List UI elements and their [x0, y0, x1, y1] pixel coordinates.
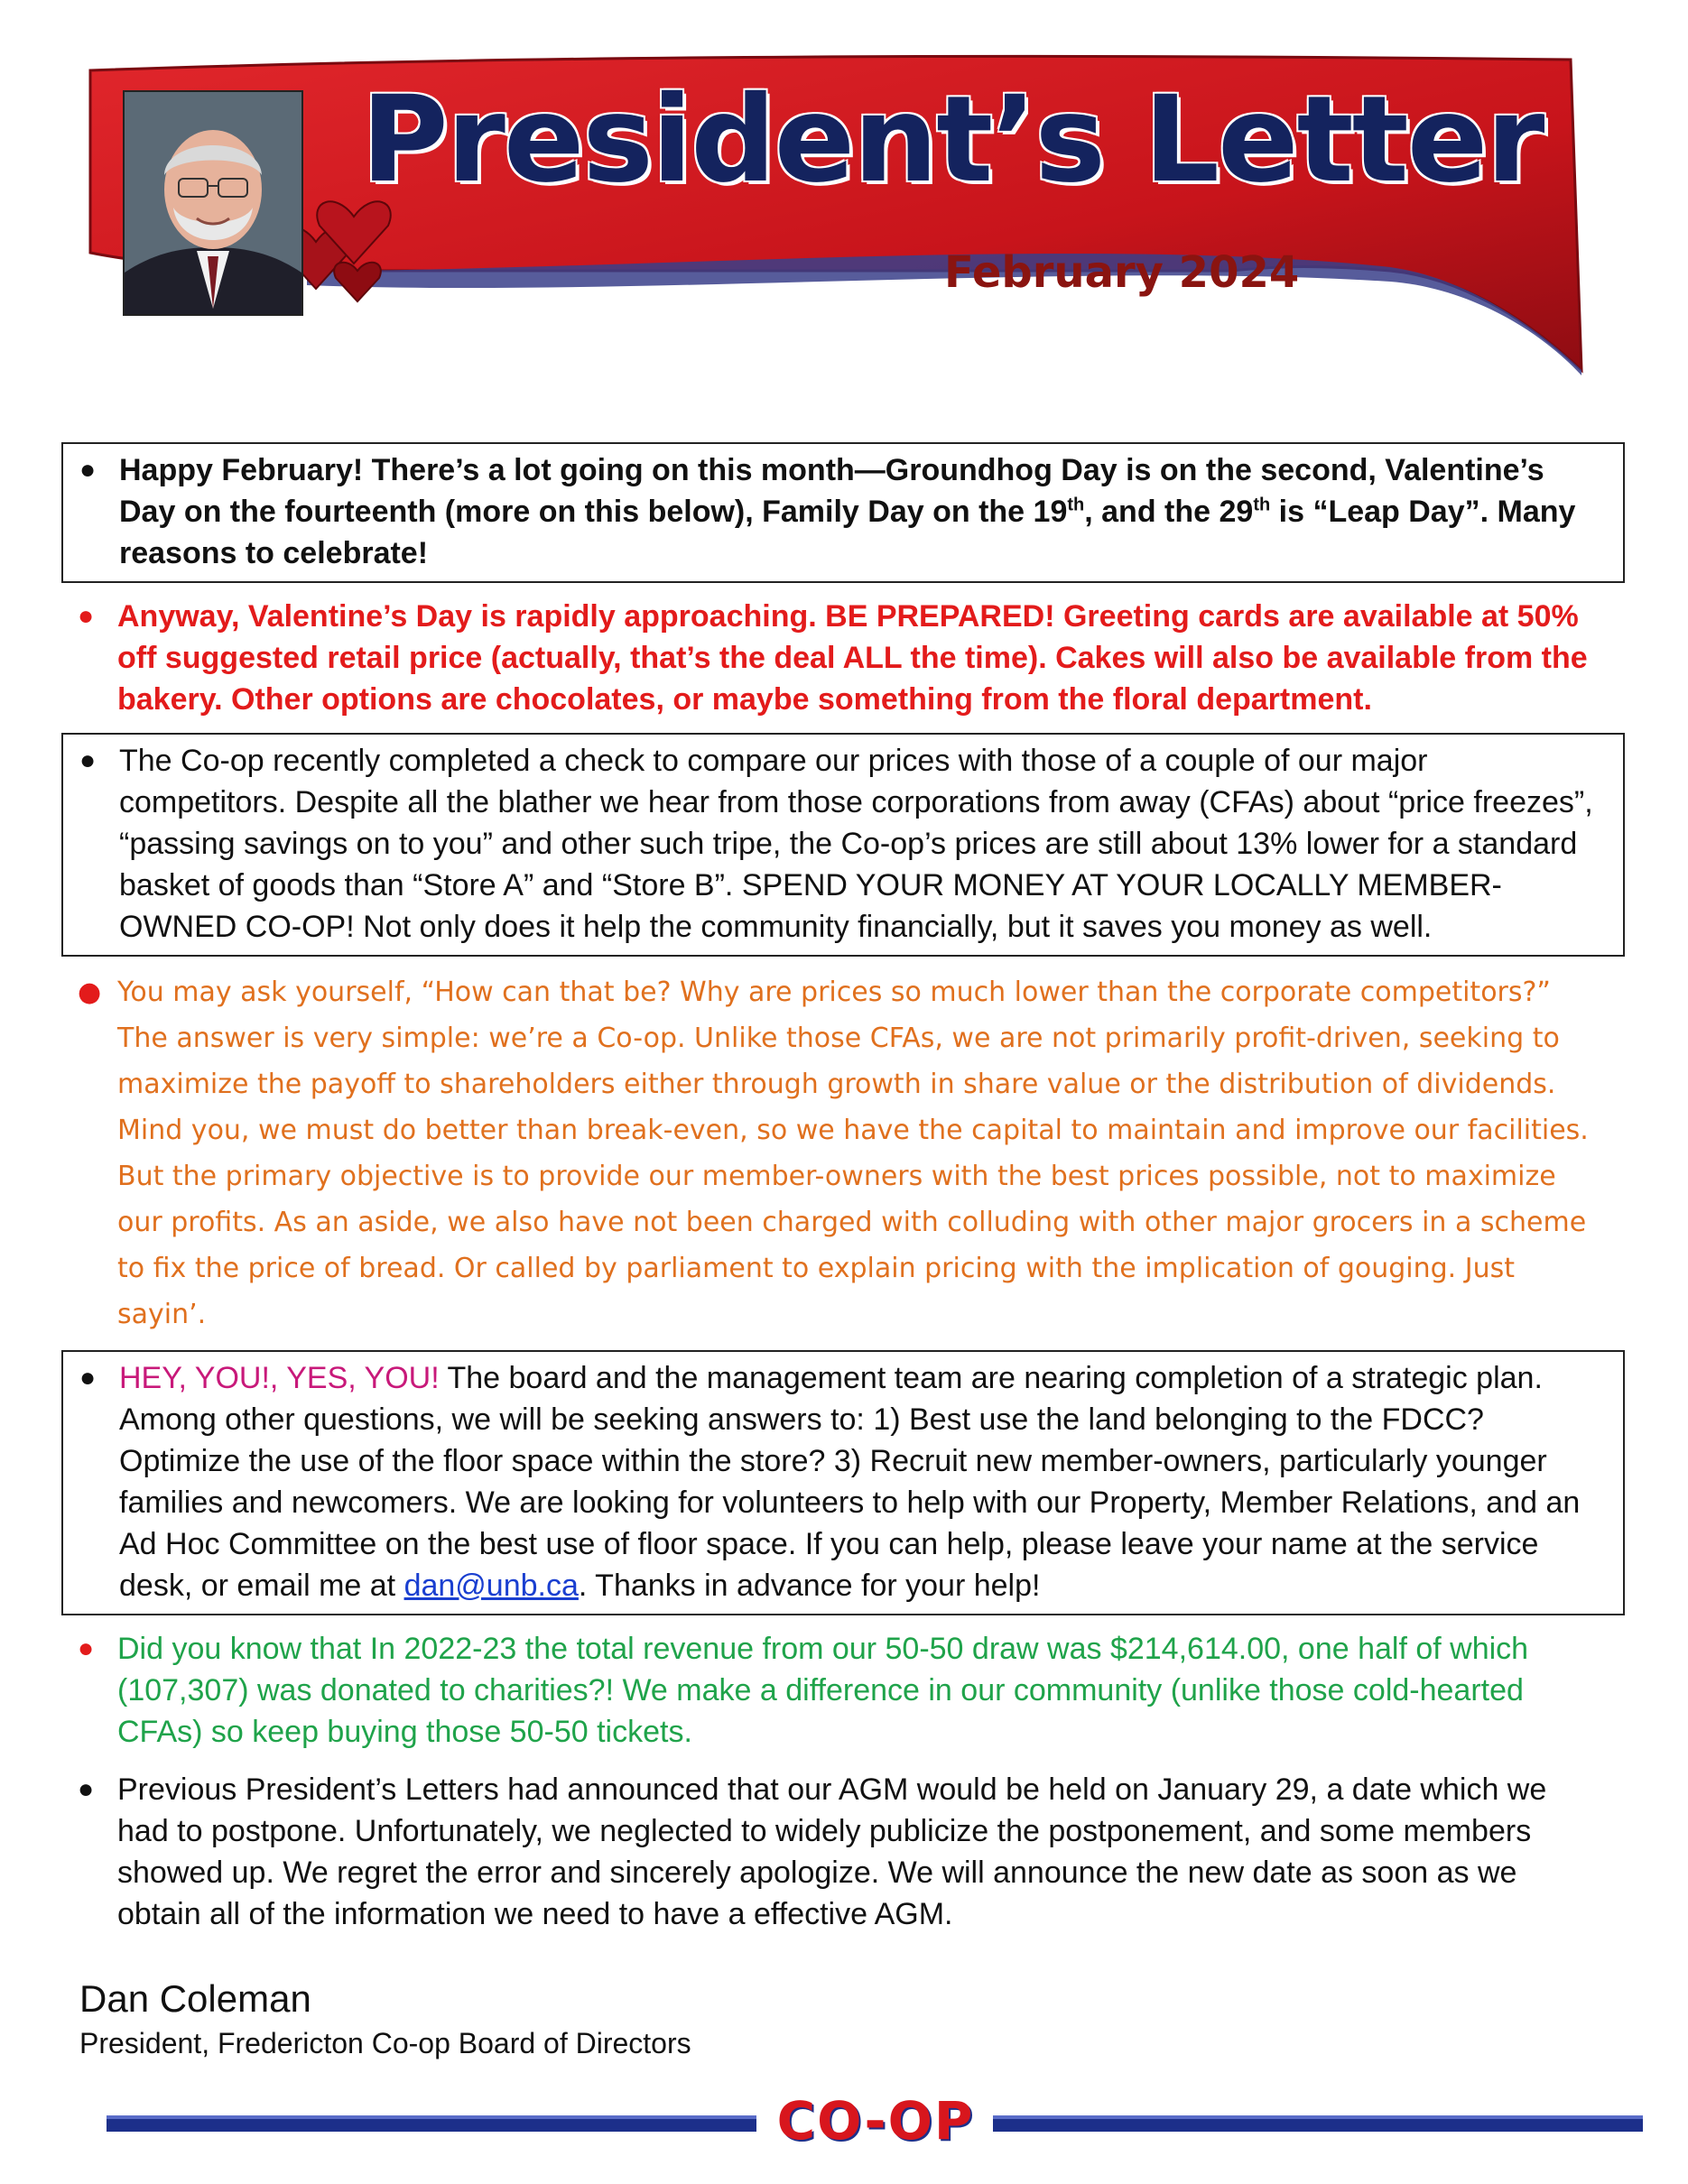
item-text: HEY, YOU!, YES, YOU! The board and the management team are nearing completion of a strategic plan. Among other questions, we will be seeking answers to: 1) Best use the land belonging to the FDCC? Optimize the use of the floor space within the store? 3) Recruit new member-owners, particularly younger families and newcomers. We are looking for volunteers to help with our Property, Member Relations, and an Ad Hoc Committee on the best use of floor space. If you can help, please leave your name at the service desk, or email me at dan@unb.ca. Thanks in advance for your help! [119, 1361, 1581, 1603]
list-item-agm-postponed [61, 1765, 1625, 1939]
item-text: Did you know that In 2022-23 the total revenue from our 50-50 draw was $214,614.00, one half of which (107,307) was donated to charities?! We make a difference in our community (unlike those cold-hearted CFAs) so keep buying those 50-50 tickets. [117, 1632, 1529, 1749]
email-link[interactable]: dan@unb.ca [403, 1569, 579, 1603]
footer [0, 2076, 1688, 2166]
item-text: The Co-op recently completed a check to compare our prices with those of a couple of our major competitors. Despite all the blather we hear from those corporations from away (CFAs) about “price freezes”, “passing savings on to you” and other such tripe, the Co-op’s prices are still about 13% lower for a standard basket of goods than “Store A” and “Store B”. SPEND YOUR MONEY AT YOUR LOCALLY MEMBER-OWNED CO-OP! Not only does it help the community financially, but it saves you money as well. [119, 744, 1593, 944]
item-text: Anyway, Valentine’s Day is rapidly approaching. BE PREPARED! Greeting cards are available at 50% off suggested retail price (actually, that’s the deal ALL the time). Cakes will also be available from the bakery. Other options are chocolates, or maybe something from the floral department. [117, 599, 1588, 717]
signature-title: President, Fredericton Co-op Board of Directors [79, 2027, 691, 2059]
coop-logo [765, 2090, 986, 2153]
list-item-strategic-plan [61, 1350, 1625, 1615]
president-photo [123, 90, 303, 316]
bullet-icon: ● [78, 976, 102, 1008]
bullet-icon: ● [78, 1633, 95, 1663]
letter-body [61, 442, 1625, 1948]
coop-logo-text: CO-OP [776, 2090, 975, 2152]
header-banner [0, 0, 1688, 397]
list-item-valentines [61, 592, 1625, 724]
list-item-why-lower-prices [61, 966, 1625, 1341]
list-item-price-check [61, 733, 1625, 957]
bullet-icon: ● [79, 1363, 97, 1393]
signature-name: Dan Coleman [79, 1977, 311, 2020]
bullet-icon: ● [78, 1774, 95, 1804]
bullet-icon: ● [79, 745, 97, 775]
list-item-50-50-draw [61, 1624, 1625, 1756]
item-text: Previous President’s Letters had announced that our AGM would be held on January 29, a date which we had to postpone. Unfortunately, we neglected to widely publicize the postponement, and some members showed up. We regret the error and sincerely apologize. We will announce the new date as soon as we obtain all of the information we need to have a effective AGM. [117, 1772, 1547, 1931]
item-text: You may ask yourself, “How can that be? Why are prices so much lower than the corporate competitors?” The answer is very simple: we’re a Co-op. Unlike those CFAs, we are not primarily profit-driven, seeking to maximize the payoff to shareholders either through growth in share value or the distribution of dividends. Mind you, we must do better than break-even, so we have the capital to maintain and improve our facilities. But the primary objective is to provide our member-owners with the best prices possible, not to maximize our profits. As an aside, we also have not been charged with colluding with other major grocers in a scheme to fix the price of bread. Or called by parliament to explain pricing with the implication of gouging. Just sayin’. [117, 976, 1589, 1330]
item-text: Happy February! There’s a lot going on this month—Groundhog Day is on the second, Valentine’s Day on the fourteenth (more on this below), Family Day on the 19th, and the 29th is “Leap Day”. Many reasons to celebrate! [119, 453, 1576, 570]
bullet-icon: ● [79, 455, 97, 485]
page-title: President’s Letter [361, 70, 1544, 209]
list-item-happy-february [61, 442, 1625, 583]
signature-block [79, 1975, 691, 2063]
hey-you-callout: HEY, YOU!, YES, YOU! [119, 1361, 440, 1395]
issue-date: February 2024 [944, 247, 1300, 298]
bullet-icon: ● [78, 601, 95, 631]
